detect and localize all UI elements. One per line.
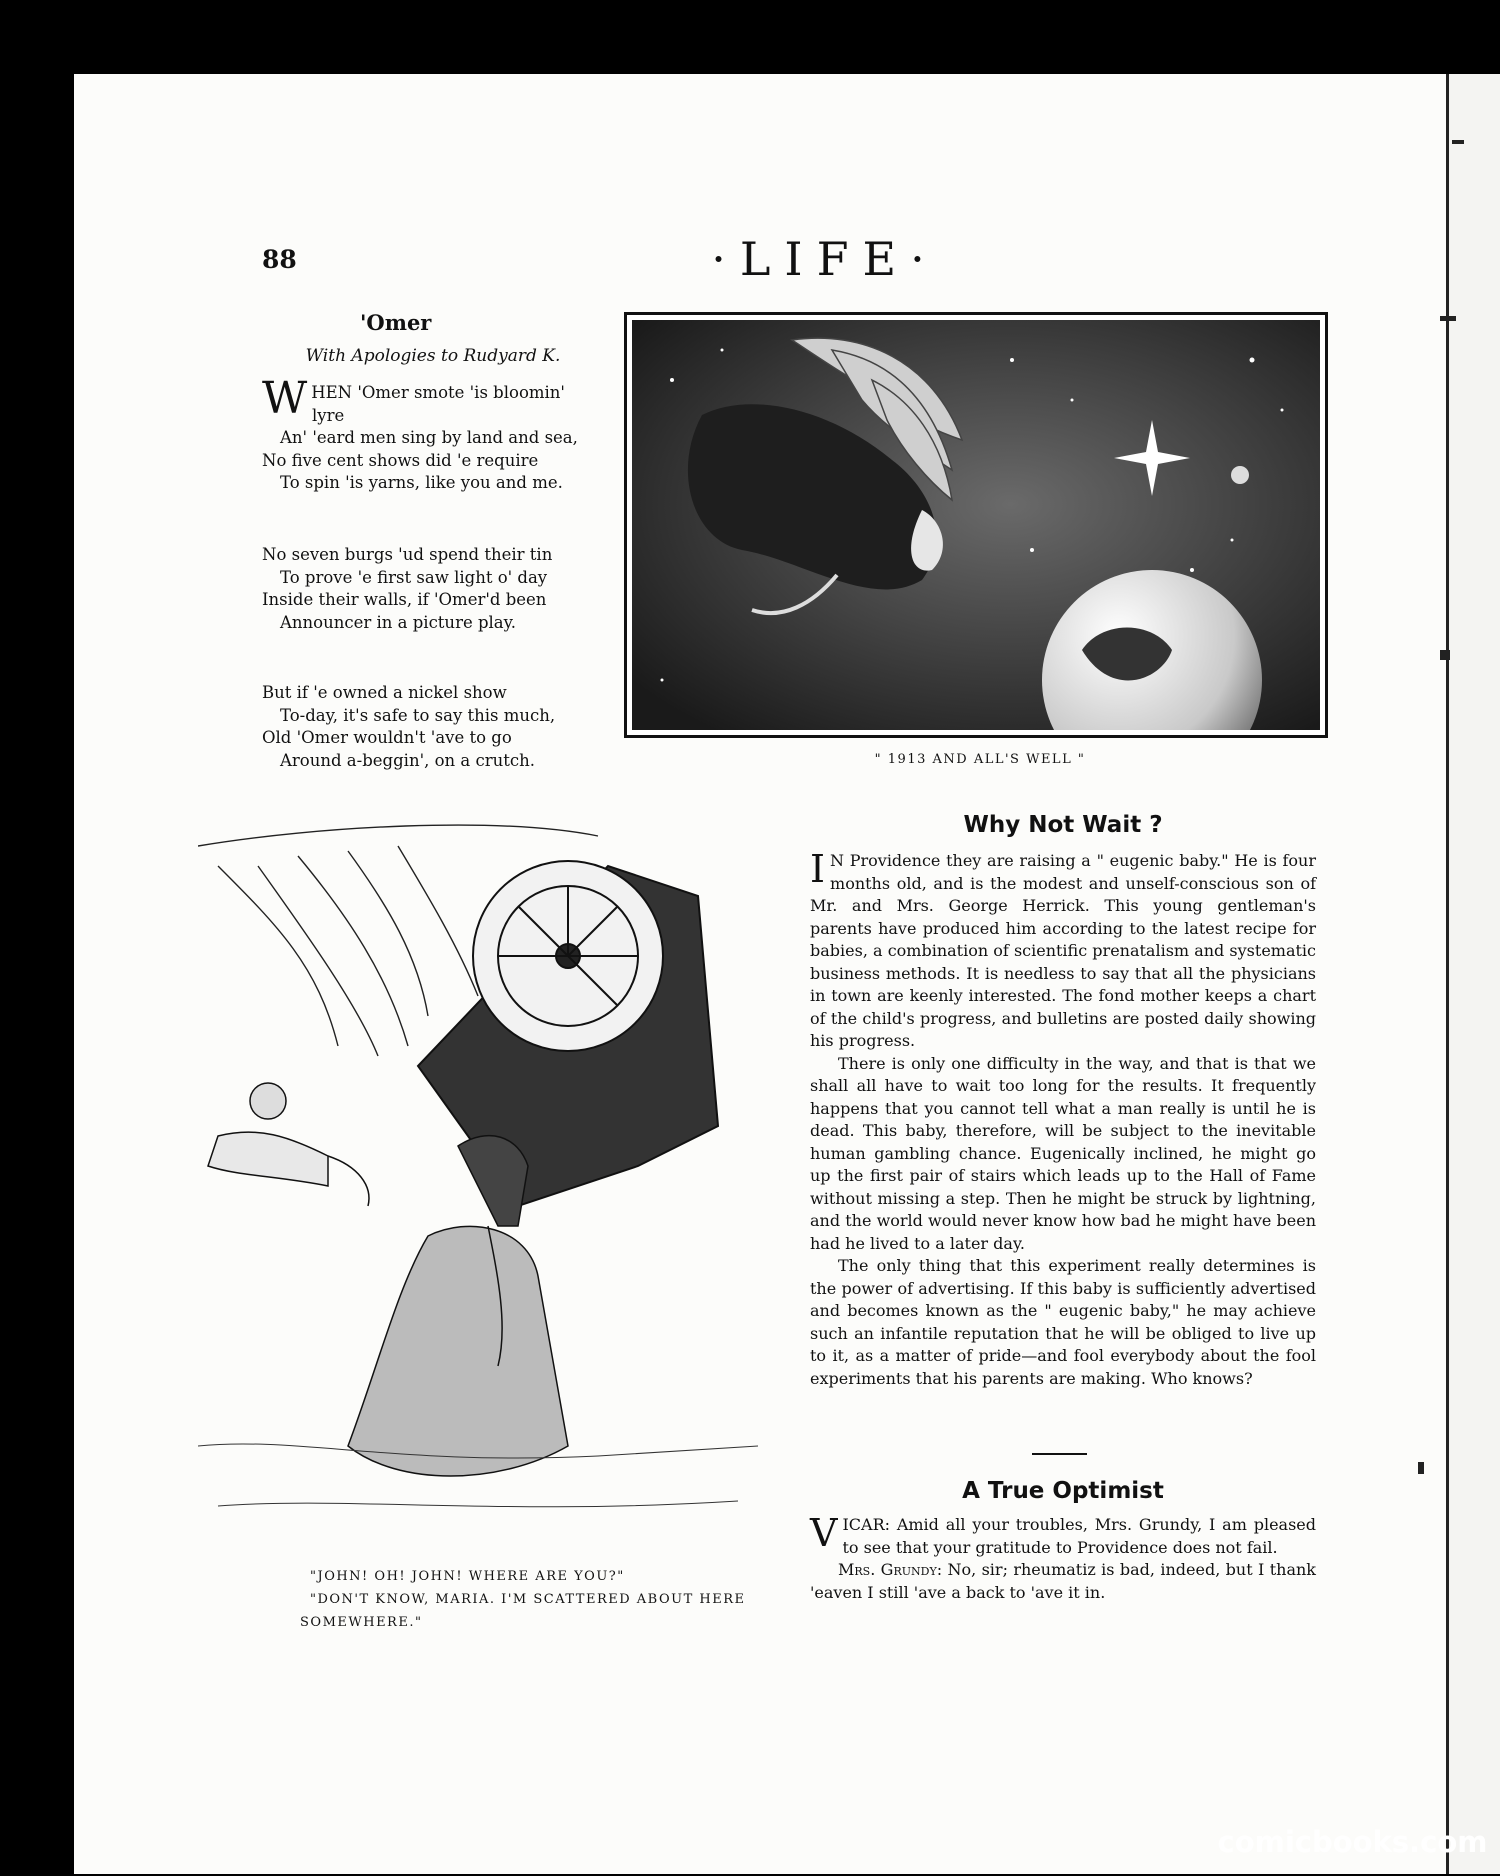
article-body <box>810 847 1316 1390</box>
page-number: 88 <box>262 245 297 274</box>
page-gutter-mark <box>1440 316 1456 321</box>
facing-page-edge <box>1446 74 1500 1874</box>
article-title: A True Optimist <box>962 1478 1164 1504</box>
drop-cap: V <box>810 1511 838 1555</box>
poem-line: But if 'e owned a nickel show <box>262 683 507 702</box>
poem-line: Inside their walls, if 'Omer'd been <box>262 590 547 609</box>
article-paragraph: N Providence they are raising a " eugenic baby." He is four months old, and is the modest and unself-conscious son of Mr. and Mrs. George Herrick. This young gentleman's parents have produced him according to the latest recipe for babies, a combination of scientific prenatalism and systematic business methods. It is needless to say that all the physicians in town are keenly interested. The fond mother keeps a chart of the child's progress, and bulletins are posted daily showing his progress. <box>810 851 1316 1050</box>
drop-cap: I <box>810 847 826 891</box>
poem-line: Announcer in a picture play. <box>280 612 517 632</box>
night-sky-image <box>632 320 1320 730</box>
page-gutter-mark <box>1440 650 1450 660</box>
caption-line: "DON'T KNOW, MARIA. I'M SCATTERED ABOUT HERE SOMEWHERE." <box>300 1592 746 1630</box>
article-paragraph: The only thing that this experiment really determines is the power of advertising. If this baby is sufficiently advertised and becomes known as the " eugenic baby," he may achieve such an infantile reputation that he will be obliged to live up to it, as a matter of pride—and fool everybody about the fool experiments that his parents are making. Who knows? <box>810 1256 1316 1388</box>
moon-icon <box>1231 466 1249 484</box>
poem-stanza-2 <box>262 544 597 634</box>
speaker-name: Mrs. Grundy <box>838 1560 937 1579</box>
masthead: ·LIFE· <box>711 232 939 286</box>
car-accident-illustration <box>198 806 758 1541</box>
poem-line: Around a-beggin', on a crutch. <box>280 750 535 770</box>
eagle-globe-illustration <box>624 312 1328 738</box>
poem-stanza-3 <box>262 682 597 772</box>
drop-cap: W <box>262 373 308 424</box>
article-paragraph: ICAR: Amid all your troubles, Mrs. Grundy, I am pleased to see that your gratitude to Providence does not fail. <box>842 1515 1316 1557</box>
poem-line: No five cent shows did 'e require <box>262 450 539 470</box>
page-gutter-mark <box>1452 140 1464 144</box>
poem-line: HEN 'Omer smote 'is bloomin' <box>311 383 565 402</box>
poem-line: An' 'eard men sing by land and sea, <box>280 428 578 447</box>
eagle-caption: " 1913 AND ALL'S WELL " <box>874 752 1086 767</box>
car-caption <box>300 1565 760 1634</box>
article-body <box>810 1511 1316 1604</box>
poem-line: lyre <box>312 405 345 425</box>
poem-line: To-day, it's safe to say this much, <box>280 705 556 725</box>
poem-line: To spin 'is yarns, like you and me. <box>280 473 563 492</box>
article-title: Why Not Wait ? <box>963 812 1163 838</box>
page-gutter-mark <box>1418 1462 1424 1474</box>
caption-line: "JOHN! OH! JOHN! WHERE ARE YOU?" <box>310 1569 625 1584</box>
poem-stanza-1 <box>262 373 597 495</box>
poem-line: To prove 'e first saw light o' day <box>280 567 548 587</box>
watermark: comicbooks.com <box>1217 1825 1488 1859</box>
poem-line: Old 'Omer wouldn't 'ave to go <box>262 728 512 747</box>
poem-subtitle: With Apologies to Rudyard K. <box>305 346 561 366</box>
poem-line: No seven burgs 'ud spend their tin <box>262 545 553 564</box>
poem-title: 'Omer <box>360 310 432 335</box>
article-paragraph: : No, sir; rheumatiz is bad, indeed, but I thank 'eaven I still 'ave a back to 'ave it in. <box>810 1560 1316 1602</box>
article-paragraph: There is only one difficulty in the way, and that is that we shall all have to wait too long for the results. It frequently happens that you cannot tell what a man really is until he is dead. This baby, therefore, will be subject to the inevitable human gambling chance. Eugenically inclined, he might go up the first pair of stairs which leads up to the Hall of Fame without missing a step. Then he might be struck by lightning, and the world would never know how bad he might have been had he lived to a later day. <box>810 1053 1316 1253</box>
section-divider <box>1032 1453 1087 1455</box>
